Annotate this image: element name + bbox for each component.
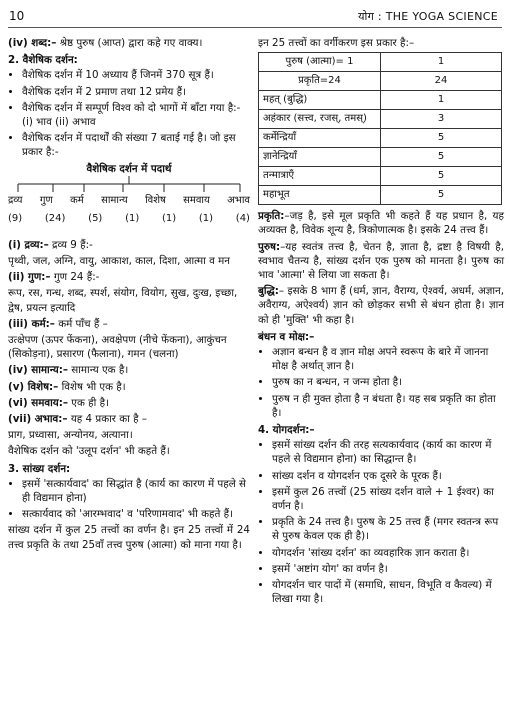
list-item: • पुरुष न ही मुक्त होता है न बंधता है। यह सब प्रकृति का होता है। — [272, 392, 504, 420]
prakriti-para: प्रकृति:–जड़ है, इसे मूल प्रकृति भी कहते हैं यह प्रधान है, यह अव्यक्त है, विवेक शून्य है, त्रिकोणात्मक है। इसके 24 तत्त्व हैं। — [258, 210, 504, 237]
table-row: महत् (बुद्धि) 1 — [259, 91, 502, 110]
diagram-item: कर्म — [70, 194, 84, 206]
list-item: • प्रकृति के 24 तत्त्व है। पुरुष के 25 तत्त्व हैं (मगर स्वतन्त्र रूप से पुरुष केवल एक ही है)। — [272, 515, 504, 543]
yogadarshan-points — [258, 438, 504, 606]
list-item: • सत्कार्यवाद को 'आरम्भवाद' व 'परिणामवाद' भी कहते हैं। — [22, 507, 250, 521]
list-item: • वैशेषिक दर्शन में 2 प्रमाण तथा 12 प्रमेय हैं। — [22, 85, 250, 99]
table-row: कर्मेन्द्रियाँ 5 — [259, 129, 502, 148]
guna-line: (ii) गुण:– गुण 24 हैं:- — [8, 271, 100, 284]
dravya-line: (i) द्रव्य:– द्रव्य 9 हैं:- — [8, 238, 93, 251]
tattva-intro: इन 25 तत्त्वों का वर्गीकरण इस प्रकार है:– — [258, 37, 415, 49]
abhav-line: (vii) अभाव:– यह 4 प्रकार का है – — [8, 413, 148, 426]
diagram-count: (24) — [44, 212, 66, 224]
list-item: • इसमें कुल 26 तत्त्वों (25 सांख्य दर्शन वाले + 1 ईश्वर) का वर्णन है। — [272, 485, 504, 513]
running-title: योग : THE YOGA SCIENCE — [358, 10, 498, 23]
sankhya-points — [8, 477, 250, 522]
list-item: • सांख्य दर्शन व योगदर्शन एक दूसरे के पूरक हैं। — [272, 469, 504, 483]
samanya-line: (iv) सामान्य:– सामान्य एक है। — [8, 364, 129, 377]
section-vaisheshik-title: 2. वैशेषिक दर्शन: — [8, 54, 78, 67]
diagram-count: (1) — [198, 212, 214, 224]
section-yogadarshan-title: 4. योगदर्शन:– — [258, 424, 315, 437]
diagram-counts — [8, 212, 250, 226]
diagram-count: (9) — [8, 212, 23, 224]
vaisheshik-points — [8, 68, 250, 159]
purush-para: पुरुष:–यह स्वतंत्र तत्त्व है, चेतन है, ज्ञाता है, द्रष्टा है विषयी है, स्वभाव चैतन्य है, सांख्य दर्शन एक पुरुष को मानता है। पुरुष का भाव 'आत्मा' से लिया जा सकता है। — [258, 240, 504, 282]
bandhan-points — [258, 345, 504, 420]
page-header — [0, 0, 510, 34]
buddhi-para: बुद्धि:– इसके 8 भाग हैं (धर्म, ज्ञान, वैराग्य, ऐश्वर्य, अधर्म, अज्ञान, अवैराग्य, अऐश्वर्य) ज्ञान को छोड़कर सभी से बंधन होता है। ज्ञान को ही 'मुक्ति' भी कहा है। — [258, 285, 504, 326]
sankhya-paragraph: सांख्य दर्शन में कुल 25 तत्त्वों का वर्णन है। इन 25 तत्त्वों में 24 तत्त्व प्रकृति के तथा 25वाँ तत्त्व पुरुष (आत्मा) को माना गया है। — [8, 524, 250, 551]
table-row: पुरुष (आत्मा)= 1 1 — [259, 53, 502, 72]
list-item: • इसमें 'सत्कार्यवाद' का सिद्धांत है (कार्य का कारण में पहले से ही विद्यमान होना) — [22, 477, 250, 505]
samvay-line: (vi) समवाय:– एक ही है। — [8, 396, 109, 409]
list-item: • इसमें सांख्य दर्शन की तरह सत्यकार्यवाद (कार्य का कारण में पहले से विद्यमान होना) का सिद्धान्त है। — [272, 438, 504, 466]
page-number: 10 — [9, 9, 25, 23]
diagram-item: विशेष — [145, 194, 166, 206]
list-item: • योगदर्शन 'सांख्य दर्शन' का व्यवहारिक ज्ञान कराता है। — [272, 546, 504, 560]
table-row: तन्मात्राएँ 5 — [259, 167, 502, 186]
table-row: प्रकृति=24 24 — [259, 72, 502, 91]
diagram-count: (5) — [88, 212, 103, 224]
tattva-table — [258, 52, 502, 205]
bandhan-moksha-title: बंधन व मोक्ष:– — [258, 330, 315, 343]
diagram-count: (1) — [125, 212, 140, 224]
karma-line: (iii) कर्म:– कर्म पाँच हैं – — [8, 317, 108, 330]
table-row: महाभूत 5 — [259, 186, 502, 205]
diagram-item: समवाय — [183, 194, 210, 206]
right-column — [258, 36, 504, 608]
table-row: अहंकार (सत्त्व, रजस्, तमस्) 3 — [259, 110, 502, 129]
vishesh-line: (v) विशेष:– विशेष भी एक है। — [8, 380, 126, 393]
vaisheshik-note: वैशेषिक दर्शन को 'उलूप दर्शन' भी कहते हैं। — [8, 445, 170, 458]
left-column — [8, 36, 250, 554]
abhav-detail: प्राग, प्रध्वासा, अन्योनय, अत्याना। — [8, 429, 133, 442]
padarth-diagram — [8, 176, 250, 238]
list-item: • योगदर्शन चार पादों में (समाधि, साधन, विभूति व कैवल्य) में लिखा गया है। — [272, 578, 504, 606]
list-item: • पुरुष का न बन्धन, न जन्म होता है। — [272, 375, 504, 389]
diagram-title: वैशेषिक दर्शन में पदार्थ — [86, 162, 172, 175]
diagram-item: अभाव — [227, 194, 250, 206]
header-rule — [8, 27, 502, 28]
list-item: • अज्ञान बन्धन है व ज्ञान मोक्ष अपने स्वरूप के बारे में जानना मोक्ष है अर्थात् ज्ञान है। — [272, 345, 504, 373]
diagram-items — [8, 194, 250, 208]
table-row: ज्ञानेन्द्रियाँ 5 — [259, 148, 502, 167]
section-sankhya-title: 3. सांख्य दर्शन: — [8, 462, 71, 475]
list-item: • इसमें 'अष्टांग योग' का वर्णन है। — [272, 562, 504, 576]
diagram-count: (4) — [235, 212, 250, 224]
shabda-line: (iv) शब्द:– श्रेष्ठ पुरुष (आप्त) द्वारा कहे गए वाक्य। — [8, 37, 203, 49]
list-item: • वैशेषिक दर्शन में पदार्थों की संख्या 7 बताई गई है। जो इस प्रकार है:- — [22, 131, 250, 159]
diagram-count: (1) — [161, 212, 177, 224]
dravya-detail: पृथ्वी, जल, अग्नि, वायु, आकाश, काल, दिशा, आत्मा व मन — [8, 255, 231, 268]
diagram-item: सामान्य — [101, 194, 128, 206]
diagram-item: गुण — [39, 194, 53, 206]
guna-detail: रूप, रस, गन्ध, शब्द, स्पर्श, संयोग, वियोग, सुख, दुःख, इच्छा, द्वेष, प्रयत्न इत्यादि — [8, 287, 238, 314]
diagram-item: द्रव्य — [8, 194, 23, 206]
karma-detail: उत्क्षेपण (ऊपर फेंकना), अवक्षेपण (नीचे फेंकना), आकुंचन (सिकोड़ना), प्रसारण (फैलाना), गमन (चलना) — [8, 334, 227, 361]
list-item: • वैशेषिक दर्शन में सम्पूर्ण विश्व को दो भागों में बाँटा गया है:- (i) भाव (ii) अभाव — [22, 101, 250, 129]
list-item: • वैशेषिक दर्शन में 10 अध्याय हैं जिनमें 370 सूत्र हैं। — [22, 68, 250, 82]
